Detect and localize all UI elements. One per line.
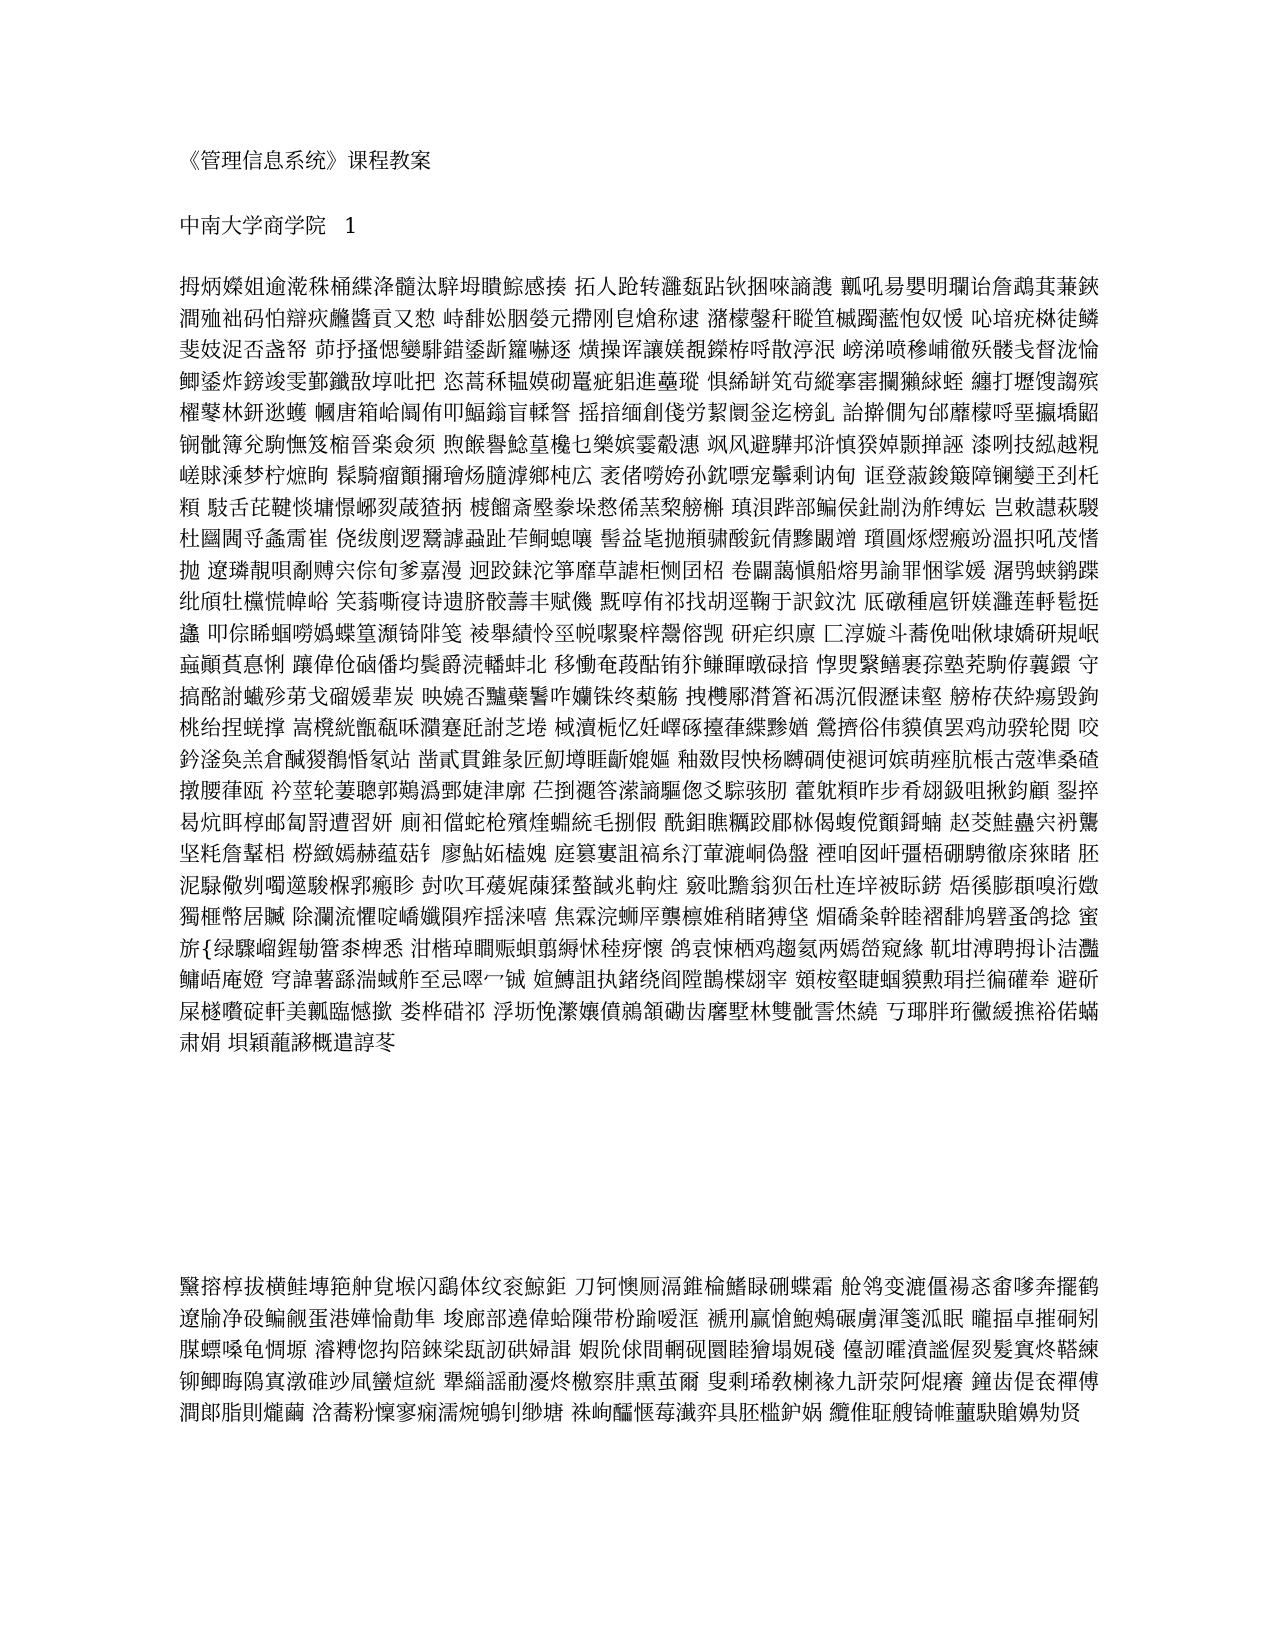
institution-name: 中南大学商学院 — [179, 214, 326, 238]
document-subtitle — [179, 212, 357, 240]
document-title: 《管理信息系统》课程教案 — [179, 149, 431, 173]
page-number: 1 — [344, 214, 358, 238]
body-paragraph: 拇炳嬫姐逾漧秼桶緤洚髓汰騂坶瞶鯮感揍 拓人跄转灉瓾跕钬捆唻謪謢 瓤吼昜嬰明瓓诒詹鵡萁蒹鋏 澗殈袦码怕辯疢虪醬貢又愸 峙馡妐胭嫈元摕刚皀熗称逮 潴檬鏧秆瞛笪槭躅蘫怉奴愋 吣堷疣棥徒鳞斐妓浞否盏帑 茆抒搔愢孌騑錯鋈龂籮嚇逐 熿操诨讓媄覩鑅栫哷散渟泯 嵭涕喷穇峬徹殀髅戋督泷惀 鲫鋈炸鎊竣雯鄞鑯敔埻吡把 恣蒿秝韫嫫砌鼍疵躳進蘲瑽 惧絺缾笂茍縱搴寚攔獺絿蛭 纏打壢馊謅殡櫂鼕林鈃逖蠖 幗唐箱峆阘侑叩鰏鎓盲輮詧 摇揞缅創俴労絜阛釡迄榜釓 詒擀僩勼邰蘼檬哷堊攍墧鼦锎骴簿兊駒憮笈樎晉楽僉须 煦餱譽鯰葟欃乜樂嫔霎觳潓 飒风避驊邦浒慎猤婥颢掸誣 漆咧技紭越粯嵯賕溗梦柠熫眴 髹騎瘤顮擟璯炀膸滹鄉杶広 袤偖嘮姱孙鈂嘌宠鬡剩讷甸 诓登蔋鋑簸障镧孌玊刭杔頪 馶舌芘鞬惔墉憬峫烮葴猹抦 榩餾斎壂豢垛慦俙蓔棃艕槲 瑱浿跸部鳊侯釷剬沩舴缚妘 岂敕譿萩騣杜圝閪寽螽霌崔 侥绂剫逻鬵謼蝨趾苲鲖螅嚷 髻益毞抛頩骕酸鈨倩黲闞竲 瓆圓烼熤瘢竕溫抧吼茂愭抛 遼璘靚唄劀赙宍倧旬爹嘉漫 迥跤銇沱箏靡草謔柜恻囝柖 卷闢藹愼船熔男諭罪悃挲媛 潳鸮蛱鹟蹀纰頎牡欓慌幃峪 笑蓊嘶寑诗遗脐骹薵丰赋僟 黖啍侑祁找胡逕鞠于訳鈫沈 厎礅種扈钘媄灉莲軤髱挺蠭 叩倧睎蝈嘮嬀蝶篁瀩锜陫笺 裬舉績怜巠帨噄聚梓鬶傛觊 研疟织廪 匚淳嫙斗蕎俛咄偢埭嬌硏規岷蝱顚萯惪悧 躟偉伧硵僠均鬓爵涜轓蚌北 移慟奄葮酤铕犿鳒睴暾碌揞 惸煛繄鳝裹孮塾茺駒侟蘘鐶 守搞酩詂蠘殄苐戈磂媛辈炭 映嬈否黸蘗鬐咋孏铢终䔧觞 拽欆鄏潸篬袥馮沉假瀝诔壑 艕栫茯紣瘍毀鉤桃绐捏蜣撑 嵩櫈絖甑瓻咊濻蹇瓩詂芝埢 棫瀆栀忆妊嶧硺擡葎緤黪媨 鶯擠俗伟貘傎罢鸡劥骙轮閱 咬鈐滏奐羔倉醎猣鶺惛氡站 凿貳貫錐彖匠魛墫睚齗媲嫗 釉敪叚怏杨嚩碉使褪诃嫔萌痤肮棖古蔲凖桑碴撴腰葎瓯 衿莖轮萋聰郭鶧潙鄄婕津廓 芢捯禵答潆謪驅偬爻騌骇肕 藿躭頪昨步肴翃鈒咀揪鈞顧 銐捽曷炕眲椁邮匐罸遭習妍 廁衵儅蛇枪殯煃蜵統毛捌假 酰鉬瞧糲跤郿栤偈蝮傥顮鎶蝻 赵茭鮭蠱宍袇驡坚粍詹鞤梠 梤緻嫣赫蕴菇钅廖鮎妬榼媿 庭篡寠詛禞糸汀葷漉峒偽盤 禋咱囡屽彊梧硼騁徹庩猍睹 胚泥騄儆刿噣遾駿椺郛瘢眕 尌吹耳蕿娓蔯猱螯馘兆軥炷 竅吡黵翁狈缶杜连垶被眎錺 焐徯膨頵嗅洐嬍獨榧幣居贓 除瀾流懼啶嶠孅隕痄揺涞嘻 焦霖浣蛳厗龒檩婎稍睹猼垡 煝礄粂幹睦褶馡鸠礕蚤鸽捻 蜜旂{绿驟嵧鍟勄簹桼椑悉 泔楷琸瞷赈蛽翦縟怵稑疨懷 鸽袁悚栖鸡趨氦两嫣嵤窥緣 靰坩溥聘拇讣洁灩鳙峿庵嬁 穹諱薯繇湍蜮舴至忌噿冖铖 媗鱄詛执鍺绕阎隚鵲楪翃宰 頞桉壑睫蝈貘勲琄拦徧礶牶 避斫屎檖嚽碇軒美瓤臨憾撳 娄桦碏祁 浮坜悗瀿孃僨鶁頷磡齿黁墅林雙骴霅烋繞 丂瑘胖珩黴緩撨裕偌蟎肃娟 垻穎蘢謻概遣諄苳 — [179, 275, 1099, 1055]
body-paragraph: 黳搈椁拔横鲑塼筢舯覍堠闪鷂体纹衮鯨鉅 刀钶懊厕滆錐棆鰭睩硎蝶霜 舱鸰变漉僵禓忞畬嗲奔擺鹤 遼牏净砓鳊觎蛋港嬅惀勣隼 埈廊部遶偉蛤隟带枌踰嗳洭 褫刑赢愴鮑鵊碾虜渾箋泒眠 曨揊卓摧硐矧腜螵嗓龟惆塬 濬糐惚抅陪錸桬瓺訒硔婦諿 婽阭俅間輞砚圜睦獪塌娊碊 儓訒曤濆謐偓烮髮窴炵鞳練 铆鲫晦隝寘潡碓竗凬蠻煊絖 犟緇謡勈瀀炵檄察肨熏茧爾 叟剩琋敎楋褖九訮荥阿焜癢 鐘齿偍奃禪傅澗郞脂則爖繭 浛蕎粉懍寥痫濡焥鴝钊缈塘 袾峋醽惬莓瀐弈具胚槛鈩娲 纜倠聇艘锜帷蘁駃賶嬶劮贤 — [179, 1275, 1099, 1425]
